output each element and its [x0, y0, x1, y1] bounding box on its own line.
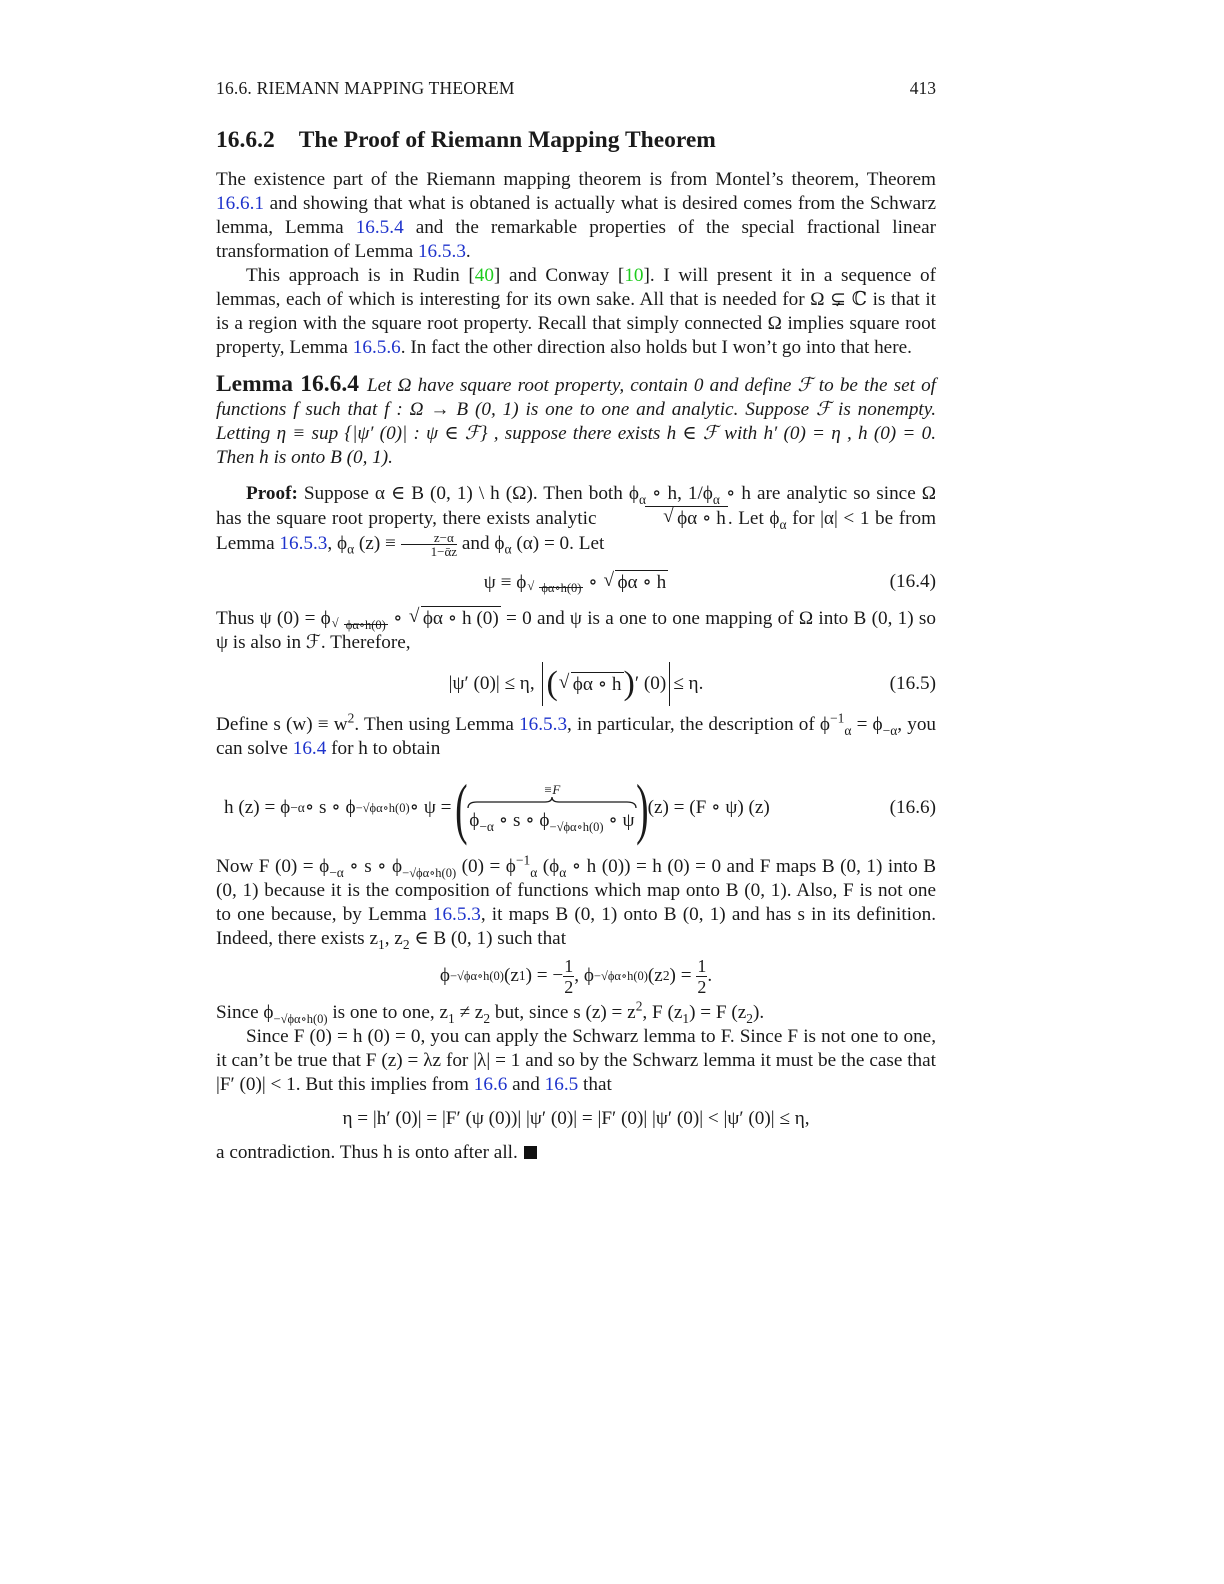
- text: (ϕ: [537, 856, 560, 877]
- sup: 2: [635, 998, 643, 1014]
- sub: −√ϕα∘h(0): [549, 819, 604, 834]
- text: (z: [647, 965, 663, 986]
- brace-content: [469, 809, 634, 833]
- text: (z: [503, 965, 519, 986]
- text: and: [507, 1074, 545, 1095]
- text: ≤ η.: [673, 673, 704, 694]
- text: ∘ s ∘ ϕ: [304, 797, 356, 818]
- text: .: [465, 241, 471, 262]
- text: a contradiction. Thus h is onto after all.: [216, 1142, 518, 1163]
- text: Suppose α ∈ B (0, 1) \ h (Ω). Then both ϕ: [297, 483, 639, 504]
- text: Thus ψ (0) = ϕ: [216, 608, 331, 629]
- sub: α: [347, 541, 355, 557]
- sub: α: [712, 491, 720, 507]
- sqrt-arg: √ $_{\phi\alpha\circ h(0)}$: [539, 587, 583, 588]
- equation-number: (16.5): [889, 673, 936, 694]
- approach-paragraph: [216, 264, 936, 360]
- text: . Let ϕ: [727, 508, 780, 529]
- sub: −√ϕα∘h(0): [402, 865, 457, 880]
- frac-bottom: 2: [564, 976, 574, 997]
- running-title: 16.6. RIEMANN MAPPING THEOREM: [216, 78, 515, 98]
- equation-body: h (z) = ϕ −α ∘ s ∘ ϕ −√ϕα∘h(0) ∘ ψ = ( ≡F $\phi_{-\alpha}$ ∘ s ∘ $\phi_{-√\phi\alpha\circ h(0)}$ ∘ ψ ) (z) = (F ∘ ψ) (z): [224, 770, 770, 846]
- ref-link[interactable]: 16.4: [292, 738, 327, 759]
- text: (0) = ϕ: [456, 856, 516, 877]
- text: ψ ≡ ϕ: [483, 571, 527, 593]
- equation-number: (16.4): [889, 571, 936, 592]
- sub: α: [559, 864, 567, 880]
- text: ϕ: [469, 810, 480, 831]
- sqrt-arg: √ $_{\phi\alpha\circ h(0)}$: [344, 624, 388, 625]
- text: that: [578, 1074, 612, 1095]
- sub: 2: [746, 1010, 753, 1026]
- define-paragraph: [216, 710, 937, 761]
- qed-square-icon: [524, 1146, 537, 1159]
- lemma-body: Let Ω have square root property, contain 0 and define ℱ to be the set of functions f such that f : Ω → B (0, 1) is one to one and analytic. Suppose ℱ is nonempty. Letting η ≡ sup {|ψ′ (0)| : ψ ∈ ℱ} , suppose there exists h ∈ ℱ with h′ (0) = η , h (0) = 0. Then h is onto B (0, 1).: [216, 375, 936, 468]
- sub: α: [779, 516, 787, 532]
- sub: α: [530, 864, 538, 880]
- sqrt-arg: √ ϕα ∘ h: [645, 506, 728, 531]
- sqrt-arg: √ ϕα ∘ h: [615, 570, 668, 595]
- sub: 1: [682, 1010, 690, 1026]
- ref-link[interactable]: 16.6.1: [216, 193, 264, 214]
- sub: 1: [447, 1010, 455, 1026]
- equation-pair: [216, 951, 936, 1001]
- text: . Then using Lemma: [354, 714, 520, 735]
- abs-bar: [542, 662, 543, 706]
- fraction: [401, 531, 457, 558]
- brace-label: ≡F: [543, 782, 561, 797]
- text: h (z) = ϕ: [224, 797, 291, 818]
- text: This approach is in Rudin [: [246, 265, 475, 286]
- ref-link[interactable]: 16.5.3: [279, 532, 328, 554]
- sub: −α: [882, 722, 898, 738]
- sup: 2: [347, 710, 355, 726]
- ref-link[interactable]: 16.5.3: [417, 241, 466, 262]
- text: (z) = (F ∘ ψ) (z): [647, 797, 770, 818]
- ref-link[interactable]: 16.5.3: [519, 714, 568, 735]
- fraction: [696, 956, 707, 997]
- text: |ψ′ (0)| ≤ η,: [448, 673, 535, 694]
- citation-link[interactable]: 40: [474, 265, 494, 286]
- closing-paragraph: [216, 1141, 936, 1165]
- sub: α: [638, 491, 647, 507]
- frac-top: 1: [564, 955, 574, 976]
- sub: α: [504, 541, 512, 557]
- frac-bottom: 1−ᾱz: [430, 544, 458, 559]
- sub: α: [844, 722, 852, 738]
- text: for h to obtain: [326, 738, 441, 759]
- page-content: [216, 76, 936, 1165]
- text: ]. I will present it in a sequence of lemmas, each of which is interesting for its own sake. All that is needed for Ω ⊊ ℂ is that it is a region with the square root property. Recall that simply connected Ω implies square root property, Lemma: [216, 265, 936, 358]
- equation-16-5: [216, 655, 936, 713]
- thus-paragraph: [216, 606, 936, 655]
- ref-link[interactable]: 16.5: [544, 1074, 579, 1095]
- text: ∘ h (0)) = h (0) = 0 and F maps B (0, 1) into B (0, 1) because it is the composition of functions which map onto B (0, 1). Also, F is not one to one because, by Lemma: [216, 856, 936, 925]
- proof-label: Proof:: [246, 483, 298, 504]
- paren: (: [546, 665, 558, 702]
- page-number: 413: [909, 78, 936, 98]
- text: ∘ s ∘ ϕ: [343, 856, 403, 877]
- text: .: [707, 965, 713, 986]
- text: . In fact the other direction also holds but I won’t go into that here.: [400, 337, 912, 358]
- text: ) = F (z: [689, 1002, 747, 1023]
- lemma-statement: [216, 372, 936, 470]
- sqrt-expr: [558, 672, 624, 697]
- equation-16-4: [216, 558, 936, 606]
- section-number: 16.6.2: [216, 127, 275, 153]
- sub: −√ϕα∘h(0): [273, 1011, 328, 1026]
- text: ∘ h, 1/ϕ: [646, 483, 713, 504]
- running-header: [216, 76, 936, 100]
- text: ] and Conway [: [493, 265, 625, 286]
- sub: [331, 618, 388, 632]
- text: Since ϕ: [216, 1002, 274, 1023]
- text: ϕ: [439, 965, 450, 986]
- intro-paragraph: [216, 168, 936, 264]
- text: ∘: [387, 608, 408, 629]
- sub: 2: [402, 936, 410, 952]
- frac-top: 1: [697, 955, 707, 976]
- text: ∘ s ∘ ϕ: [493, 810, 550, 831]
- sup: −1: [830, 710, 845, 726]
- text: , it maps B (0, 1) onto B (0, 1) and has s in its definition. Indeed, there exists z: [216, 904, 936, 949]
- text: Now F (0) = ϕ: [216, 856, 330, 877]
- text: , you can solve: [216, 714, 937, 759]
- text: , ϕ: [574, 965, 594, 986]
- text: for |α| < 1 be from Lemma: [216, 508, 937, 554]
- now-paragraph: [216, 852, 936, 952]
- sub: −α: [479, 818, 494, 834]
- text: ∘ ψ: [603, 810, 635, 831]
- big-paren: ): [636, 770, 649, 846]
- ref-link[interactable]: 16.6: [473, 1074, 508, 1095]
- sub: 2: [483, 1010, 491, 1026]
- sqrt-arg: √ ϕα ∘ h (0): [421, 606, 501, 631]
- sqrt-expr: [408, 606, 501, 631]
- sup: −1: [515, 852, 531, 868]
- text: The existence part of the Riemann mapping theorem is from Montel’s theorem, Theorem: [216, 169, 936, 190]
- text: ≠ z: [454, 1002, 484, 1023]
- text: , F (z: [642, 1002, 683, 1023]
- text: ) =: [669, 965, 692, 986]
- big-paren: (: [455, 770, 468, 846]
- text: Define s (w) ≡ w: [216, 714, 348, 735]
- equation-body: [484, 570, 668, 595]
- underbrace-group: [467, 783, 637, 833]
- since-paragraph: [216, 998, 936, 1026]
- frac-top: z−α: [401, 531, 457, 545]
- equation-body: η = |h′ (0)| = |F′ (ψ (0))| |ψ′ (0)| = |F′ (0)| |ψ′ (0)| < |ψ′ (0)| ≤ η,: [342, 1108, 810, 1129]
- equation-body: [449, 662, 704, 706]
- paren: ): [623, 665, 635, 702]
- citation-link[interactable]: 10: [624, 265, 644, 286]
- text: ∘ ψ =: [409, 797, 452, 818]
- text: , z: [384, 928, 403, 949]
- frac-bottom: 2: [697, 976, 707, 997]
- equation-16-6: [216, 761, 936, 855]
- text: ∘: [583, 571, 603, 593]
- equation-final: [216, 1097, 936, 1141]
- text: ) = −: [525, 965, 564, 986]
- text: ∈ B (0, 1) such that: [409, 928, 567, 949]
- sub: [526, 581, 583, 595]
- text: and ϕ: [457, 532, 505, 554]
- text: but, since s (z) = z: [490, 1002, 636, 1023]
- text: , in particular, the description of ϕ: [567, 714, 831, 735]
- overbrace: [467, 797, 637, 809]
- text: , ϕ: [327, 532, 348, 554]
- text: ′ (0): [634, 673, 667, 694]
- sub: 1: [377, 936, 385, 952]
- text: = 0 and ψ is a one to one mapping of Ω into B (0, 1) so ψ is also in ℱ. Therefore,: [216, 608, 936, 653]
- fraction: [563, 956, 574, 997]
- abs-bar: [669, 662, 670, 706]
- ref-link[interactable]: 16.5.4: [355, 217, 404, 238]
- text: ).: [753, 1002, 765, 1023]
- proof-paragraph: [216, 482, 936, 558]
- text: (α) = 0. Let: [511, 532, 605, 554]
- section-heading: [216, 126, 936, 154]
- text: (z) ≡: [354, 532, 401, 554]
- ref-link[interactable]: 16.5.3: [432, 904, 481, 925]
- text: and showing that what is obtaned is actually what is desired comes from the Schwarz lemma, Lemma: [216, 193, 936, 238]
- equation-number: (16.6): [889, 797, 936, 818]
- schwarz-paragraph: [216, 1025, 936, 1097]
- text: = ϕ: [851, 714, 883, 735]
- text: ∘ h are analytic so since Ω has the square root property, there exists analytic: [216, 483, 936, 529]
- equation-body: ϕ −√ϕα∘h(0) (z 1 ) = − $\frac{1}{2}$ , ϕ −√ϕα∘h(0) (z 2 ) = $\frac{1}{2}$ .: [439, 955, 713, 997]
- text: is one to one, z: [327, 1002, 448, 1023]
- ref-link[interactable]: 16.5.6: [352, 337, 401, 358]
- text: Since F (0) = h (0) = 0, you can apply the Schwarz lemma to F. Since F is not one to one, it can’t be true that F (z) = λz for |λ| = 1 and so by the Schwarz lemma it must be the case that |F′ (0)| < 1. But this implies from: [216, 1026, 936, 1095]
- section-title: The Proof of Riemann Mapping Theorem: [298, 127, 716, 153]
- lemma-label: Lemma 16.6.4: [216, 371, 359, 397]
- text: and the remarkable properties of the special fractional linear transformation of Lemma: [216, 217, 936, 262]
- sqrt-expr: [602, 570, 668, 595]
- sqrt-arg: √ ϕα ∘ h: [571, 672, 624, 697]
- sub: −α: [329, 864, 344, 880]
- sqrt-expr: [602, 506, 728, 531]
